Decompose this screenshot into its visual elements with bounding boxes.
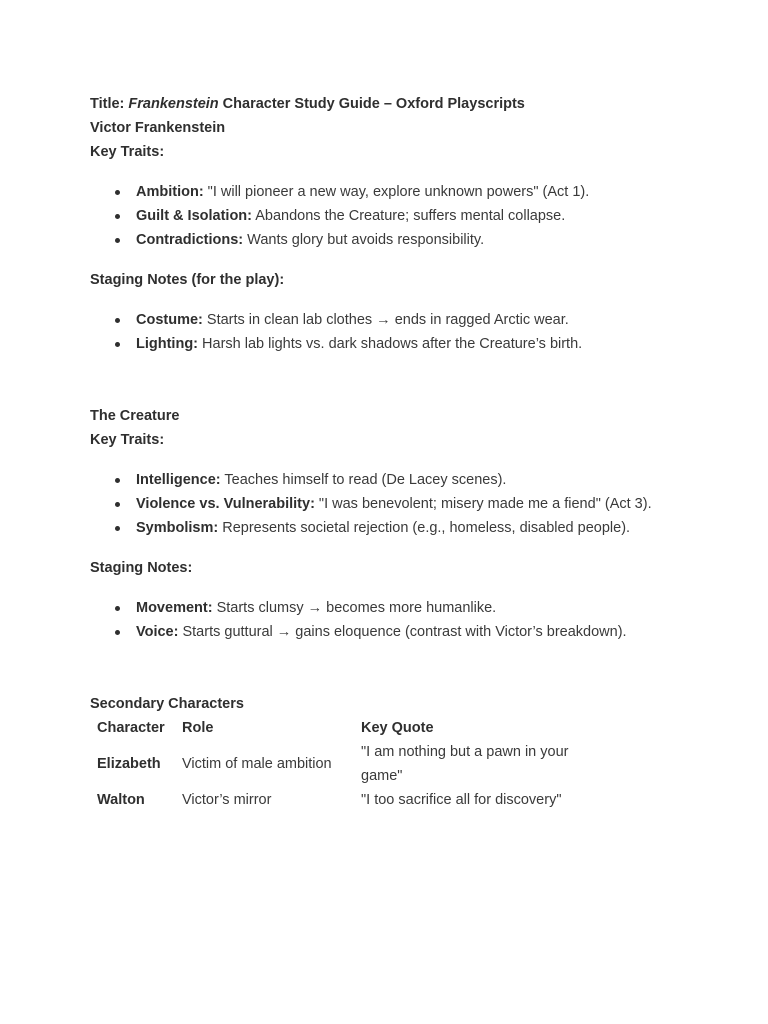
quote-line: "I am nothing but a pawn in your bbox=[361, 744, 569, 760]
staging-label: Lighting: bbox=[136, 336, 199, 352]
quote-line: game" bbox=[361, 768, 403, 784]
creature-traits-list bbox=[90, 468, 730, 540]
trait-label: Guilt & Isolation: bbox=[136, 208, 252, 224]
bullet-icon bbox=[115, 478, 120, 483]
trait-text: "I will pioneer a new way, explore unknown powers" (Act 1). bbox=[203, 184, 590, 200]
list-item bbox=[90, 204, 730, 228]
cell-character: Elizabeth bbox=[97, 756, 161, 772]
bullet-icon bbox=[115, 630, 120, 635]
trait-text: Abandons the Creature; suffers mental collapse. bbox=[252, 208, 566, 224]
table-row bbox=[90, 740, 598, 788]
document-title bbox=[90, 92, 730, 116]
creature-key-traits-label: Key Traits: bbox=[90, 432, 165, 448]
cell-quote bbox=[354, 788, 598, 812]
list-item bbox=[90, 180, 730, 204]
trait-text: Wants glory but avoids responsibility. bbox=[243, 232, 485, 248]
staging-text: Harsh lab lights vs. dark shadows after the Creature’s birth. bbox=[198, 336, 583, 352]
title-rest: Character Study Guide – Oxford Playscripts bbox=[218, 96, 525, 112]
creature-heading: The Creature bbox=[90, 408, 180, 424]
trait-label: Symbolism: bbox=[136, 520, 219, 536]
staging-text: Starts in clean lab clothes → ends in ragged Arctic wear. bbox=[202, 312, 569, 328]
quote-line: "I too sacrifice all for discovery" bbox=[361, 792, 562, 808]
staging-label: Costume: bbox=[136, 312, 203, 328]
bullet-icon bbox=[115, 214, 120, 219]
cell-quote bbox=[354, 740, 598, 788]
trait-label: Ambition: bbox=[136, 184, 204, 200]
staging-text: Starts guttural → gains eloquence (contrast with Victor’s breakdown). bbox=[178, 624, 627, 640]
list-item bbox=[90, 332, 730, 356]
bullet-icon bbox=[115, 342, 120, 347]
column-header-character: Character bbox=[97, 720, 165, 736]
list-item bbox=[90, 308, 730, 332]
list-item bbox=[90, 228, 730, 252]
list-item bbox=[90, 516, 730, 540]
trait-label: Violence vs. Vulnerability: bbox=[136, 496, 315, 512]
staging-text: Starts clumsy → becomes more humanlike. bbox=[212, 600, 497, 616]
victor-traits-list bbox=[90, 180, 730, 252]
bullet-icon bbox=[115, 318, 120, 323]
cell-role: Victim of male ambition bbox=[182, 756, 332, 772]
cell-character: Walton bbox=[97, 792, 145, 808]
title-prefix: Title: bbox=[90, 96, 129, 112]
victor-heading: Victor Frankenstein bbox=[90, 120, 226, 136]
list-item bbox=[90, 620, 730, 644]
bullet-icon bbox=[115, 238, 120, 243]
trait-text: Represents societal rejection (e.g., homeless, disabled people). bbox=[218, 520, 631, 536]
creature-staging-list bbox=[90, 596, 730, 644]
bullet-icon bbox=[115, 502, 120, 507]
victor-key-traits-label: Key Traits: bbox=[90, 144, 165, 160]
list-item bbox=[90, 596, 730, 620]
trait-text: Teaches himself to read (De Lacey scenes). bbox=[220, 472, 507, 488]
document-body bbox=[90, 92, 730, 812]
column-header-role: Role bbox=[182, 720, 214, 736]
title-italic: Frankenstein bbox=[128, 96, 219, 112]
victor-staging-list bbox=[90, 308, 730, 356]
creature-staging-label: Staging Notes: bbox=[90, 560, 193, 576]
secondary-heading: Secondary Characters bbox=[90, 696, 244, 712]
trait-label: Contradictions: bbox=[136, 232, 244, 248]
secondary-characters-table bbox=[90, 716, 598, 812]
staging-label: Movement: bbox=[136, 600, 213, 616]
cell-role: Victor’s mirror bbox=[182, 792, 272, 808]
list-item bbox=[90, 492, 730, 516]
bullet-icon bbox=[115, 526, 120, 531]
column-header-key-quote: Key Quote bbox=[361, 720, 434, 736]
bullet-icon bbox=[115, 190, 120, 195]
trait-text: "I was benevolent; misery made me a fiend" (Act 3). bbox=[314, 496, 652, 512]
table-header-row bbox=[90, 716, 598, 740]
staging-label: Voice: bbox=[136, 624, 179, 640]
trait-label: Intelligence: bbox=[136, 472, 221, 488]
list-item bbox=[90, 468, 730, 492]
victor-staging-label: Staging Notes (for the play): bbox=[90, 272, 285, 288]
table-row bbox=[90, 788, 598, 812]
bullet-icon bbox=[115, 606, 120, 611]
